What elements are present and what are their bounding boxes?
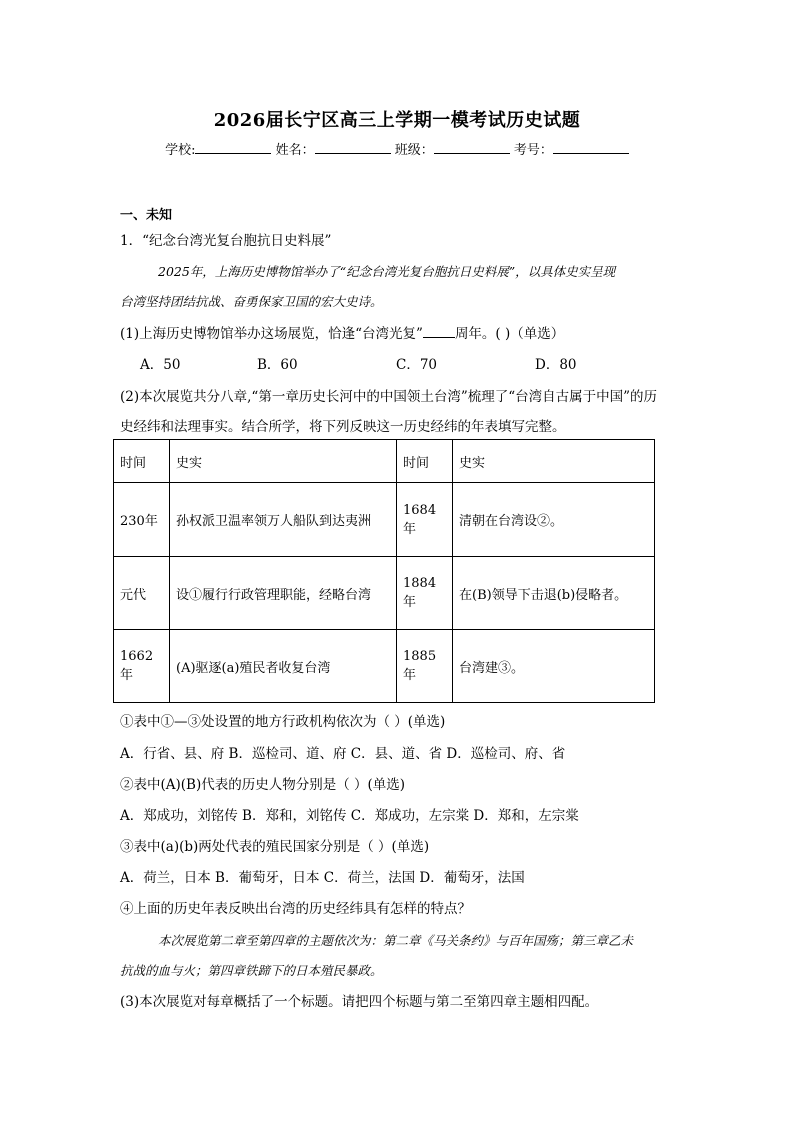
subquestion-2-part-3: ③表中(a)(b)两处代表的殖民国家分别是（ ）(单选) (120, 839, 430, 855)
exam-no-blank[interactable] (553, 141, 629, 154)
option-b[interactable]: B．60 (257, 357, 298, 373)
subquestion-3: (3)本次展览对每章概括了一个标题。请把四个标题与第二至第四章主题相四配。 (120, 994, 599, 1010)
exam-no-label: 考号： (513, 143, 553, 158)
section-heading: 一、未知 (120, 208, 173, 223)
intro-paragraph-line: 台湾坚持团结抗战、奋勇保家卫国的宏大史诗。 (120, 294, 383, 309)
class-label: 班级： (394, 143, 434, 158)
table-cell: 元代 (114, 557, 170, 630)
table-header-cell: 时间 (397, 440, 453, 483)
intro-paragraph-line: 抗战的血与火；第四章铁蹄下的日本殖民暴政。 (120, 963, 383, 978)
table-cell: 230年 (114, 483, 170, 557)
table-header-cell: 时间 (114, 440, 170, 483)
subquestion-2-part-2: ②表中(A)(B)代表的历史人物分别是（ ）(单选) (120, 777, 406, 793)
table-row (114, 483, 655, 557)
school-blank[interactable] (195, 141, 271, 154)
table-row (114, 630, 655, 703)
subquestion-2-text: 史经纬和法理事实。结合所学，将下列反映这一历史经纬的年表填写完整。 (120, 419, 566, 435)
intro-paragraph-line: 2025年，上海历史博物馆举办了“纪念台湾光复台胞抗日史料展”，以具体史实呈现 (158, 264, 616, 279)
subquestion-2-part-1: ①表中①—③处设置的地方行政机构依次为（ ）(单选) (120, 714, 446, 730)
table-cell: 1662年 (114, 630, 170, 703)
table-cell: 设①履行行政管理职能，经略台湾 (170, 557, 397, 630)
class-blank[interactable] (434, 141, 510, 154)
answer-blank[interactable] (423, 325, 455, 338)
table-cell: 1684年 (397, 483, 453, 557)
table-header-cell: 史实 (453, 440, 655, 483)
subquestion-1-text: (1)上海历史博物馆举办这场展览，恰逢“台湾光复” (120, 326, 423, 342)
table-cell: 1885年 (397, 630, 453, 703)
subquestion-2-part-4: ④上面的历史年表反映出台湾的历史经纬具有怎样的特点？ (120, 901, 471, 917)
table-cell: 1884年 (397, 557, 453, 630)
table-row (114, 557, 655, 630)
table-cell: (A)驱逐(a)殖民者收复台湾 (170, 630, 397, 703)
table-header-row (114, 440, 655, 483)
table-cell: 台湾建③。 (453, 630, 655, 703)
subquestion-1 (120, 322, 564, 342)
subquestion-2-part-2-options[interactable]: A．郑成功，刘铭传 B．郑和，刘铭传 C．郑成功，左宗棠 D．郑和，左宗棠 (120, 808, 579, 824)
school-label: 学校: (165, 143, 196, 158)
option-d[interactable]: D．80 (535, 357, 577, 373)
page-title: 2026届长宁区高三上学期一模考试历史试题 (213, 110, 581, 131)
table-cell: 在(B)领导下击退(b)侵略者。 (453, 557, 655, 630)
subquestion-2-text: (2)本次展览共分八章,“第一章历史长河中的中国领土台湾”梳理了“台湾自古属于中国”的历 (120, 389, 658, 405)
subquestion-1-options (140, 353, 577, 373)
question-heading: 1．“纪念台湾光复台胞抗日史料展” (120, 233, 332, 249)
table-cell: 孙权派卫温率领万人船队到达夷洲 (170, 483, 397, 557)
student-info-line (0, 139, 794, 158)
intro-paragraph-line: 本次展览第二章至第四章的主题依次为：第二章《马关条约》与百年国殇；第三章乙未 (158, 933, 634, 948)
option-a[interactable]: A．50 (140, 357, 181, 373)
name-label: 姓名： (275, 143, 315, 158)
table-header-cell: 史实 (170, 440, 397, 483)
option-c[interactable]: C．70 (396, 357, 438, 373)
subquestion-2-part-1-options[interactable]: A．行省、县、府 B．巡检司、道、府 C．县、道、省 D．巡检司、府、省 (120, 746, 566, 762)
subquestion-1-text-tail: 周年。( )（单选） (454, 326, 565, 342)
name-blank[interactable] (315, 141, 391, 154)
history-timeline-table (113, 439, 655, 703)
subquestion-2-part-3-options[interactable]: A．荷兰，日本 B．葡萄牙，日本 C．荷兰，法国 D．葡萄牙，法国 (120, 870, 525, 886)
table-cell: 清朝在台湾设②。 (453, 483, 655, 557)
